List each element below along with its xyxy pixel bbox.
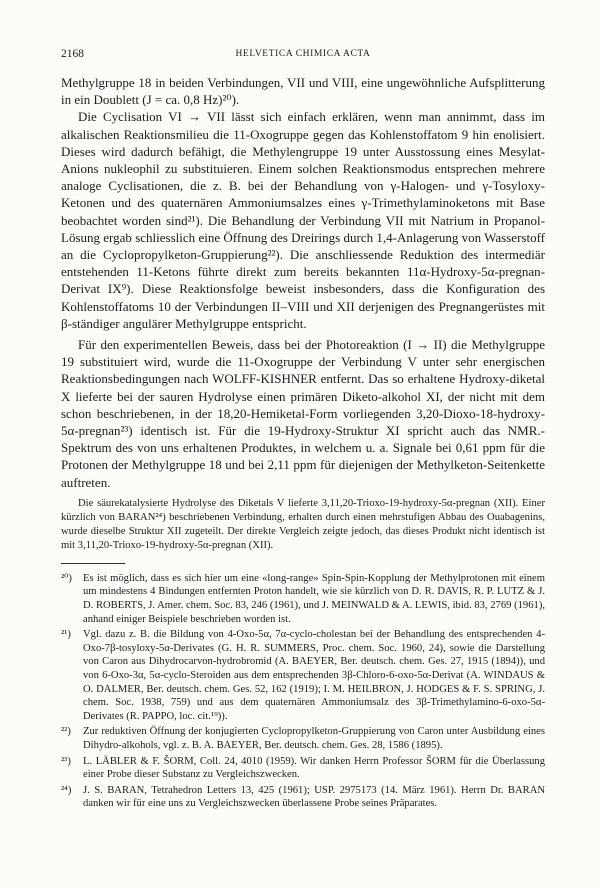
page-number: 2168 [61, 48, 84, 60]
page-body [61, 74, 545, 813]
footnote-text: J. S. BARAN, Tetrahedron Letters 13, 425 (1961); USP. 2975173 (14. März 1961). Herrn Dr. BARAN danken wir für eine uns zu Vergleichszwecken überlassene Probe seines Präparates. [83, 784, 545, 810]
footnote-24 [61, 784, 545, 811]
running-header [61, 48, 545, 64]
footnote-23 [61, 755, 545, 782]
footnote-marker: ²²) [61, 726, 71, 738]
footnote-marker: ²¹) [61, 629, 71, 641]
paragraph-3: Für den experimentellen Beweis, dass bei der Photoreaktion (I → II) die Methylgruppe 19 substituiert wird, wurde die 11-Oxogruppe der Verbindung V unter sehr energischen Reaktionsbedingungen nach WOLFF-KISHNER entfernt. Das so erhaltene Hydroxy-diketal X lieferte bei der sauren Hydrolyse einen primären Diketo-alkohol XI, der nicht mit dem schon beschriebenen, in der 18,20-Hemiketal-Form vorliegenden 3,20-Dioxo-18-hydroxy-5α-pregnan²³) identisch ist. Für die 19-Hydroxy-Struktur XI spricht auch das NMR.-Spektrum des von uns erhaltenen Produktes, in welchem u. a. Signale bei 0,61 ppm für die Protonen der Methylgruppe 18 und bei 2,11 ppm für diejenigen der Methylketon-Seitenkette auftreten. [61, 337, 545, 490]
small-print-paragraph: Die säurekatalysierte Hydrolyse des Diketals V lieferte 3,11,20-Trioxo-19-hydroxy-5α-pregnan (XII). Einer kürzlich von BARAN²⁴) beschriebenen Verbindung, erhalten durch einen mehrstufigen Abbau des Ouabagenins, wurde dieselbe Struktur XII zugeteilt. Der direkte Vergleich zeigte jedoch, das dieses Produkt nicht identisch ist mit 3,11,20-Trioxo-19-hydroxy-5α-pregnan (XII). [61, 497, 545, 551]
footnote-marker: ²⁴) [61, 784, 72, 796]
paragraph-2: Die Cyclisation VI → VII lässt sich einfach erklären, wenn man annimmt, dass im alkalischen Reaktionsmilieu die 11-Oxogruppe gegen das Kohlenstoffatom 9 hin enolisiert. Dieses wird dadurch befähigt, die Methylengruppe 19 unter Ausstossung eines Mesylat-Anions nukleophil zu substituieren. Einem solchen Reaktionsmodus entsprechen mehrere analoge Cyclisationen, die z. B. bei der Behandlung von γ-Halogen- und γ-Tosyloxy-Ketonen und des quaternären Ammoniumsalzes eines γ-Trimethylaminoketons mit Base beobachtet worden sind²¹). Die Behandlung der Verbindung VII mit Natrium in Propanol-Lösung ergab schliesslich eine Öffnung des Dreirings durch 1,4-Anlagerung von Wasserstoff an die Cyclopropylketon-Gruppierung²²). Die anschliessende Reduktion des intermediär entstehenden 11-Ketons führte direkt zum bereits bekannten 11α-Hydroxy-5α-pregnan-Derivat IX⁹). Diese Reaktionsfolge beweist insbesonders, dass die Konfiguration des Kohlenstoffatoms 10 der Verbindungen II–VIII und XII derjenigen des Pregnangerüstes mit β-ständiger angulärer Methylgruppe entspricht. [61, 109, 545, 331]
paragraph-1: Methylgruppe 18 in beiden Verbindungen, VII und VIII, eine ungewöhnliche Aufsplitterung in ein Doublett (J = ca. 0,8 Hz)²⁰). [61, 75, 545, 108]
footnote-marker: ²³) [61, 755, 71, 767]
footnote-text: L. LÄBLER & F. ŠORM, Coll. 24, 4010 (1959). Wir danken Herrn Professor ŠORM für die Überlassung einer Probe dieser Substanz zu Vergleichszwecken. [83, 755, 545, 781]
footnote-text: Vgl. dazu z. B. die Bildung von 4-Oxo-5α, 7α-cyclo-cholestan bei der Behandlung des entsprechenden 4-Oxo-7β-tosyloxy-5α-Derivates (G. H. R. SUMMERS, Proc. chem. Soc. 1960, 24), sowie die Darstellung von Caron aus Dihydrocarvon-hydrobromid (A. BAEYER, Ber. deutsch. chem. Ges. 27, 1915 (1894)), und von 6-Oxo-3α, 5α-cyclo-Steroiden aus dem entsprechenden 3β-Chloro-6-oxo-5α-Derivat (A. WINDAUS & O. DALMER, Ber. deutsch. chem. Ges. 52, 162 (1919); I. M. HEILBRON, J. HODGES & F. S. SPRING, J. chem. Soc. 1938, 759) und aus dem quaternären Ammoniumsalz des 3β-Trimethylamino-6-oxo-5α-Derivates (R. PAPPO, loc. cit.¹⁹)). [83, 629, 545, 722]
footnotes [61, 572, 545, 811]
footnote-21 [61, 628, 545, 723]
footnote-text: Zur reduktiven Öffnung der konjugierten Cyclopropylketon-Gruppierung von Caron unter Ausbildung eines Dihydro-alkohols, vgl. z. B. A. BAEYER, Ber. deutsch. chem. Ges. 28, 1586 (1895). [83, 726, 545, 751]
footnote-marker: ²⁰) [61, 572, 72, 584]
footnote-22 [61, 725, 545, 752]
journal-title: HELVETICA CHIMICA ACTA [235, 49, 371, 59]
footnote-20 [61, 572, 545, 626]
footnote-text: Es ist möglich, dass es sich hier um eine «long-range» Spin-Spin-Kopplung der Methylprotonen mit einem um mindestens 4 Bindungen entfernten Proton handelt, wie sie kürzlich von D. R. DAVIS, R. P. LUTZ & J. D. ROBERTS, J. Amer. chem. Soc. 83, 246 (1961), und J. MEINWALD & A. LEWIS, ibid. 83, 2769 (1961), anhand einiger Beispiele beschrieben worden ist. [83, 572, 545, 625]
footnote-separator [61, 563, 125, 564]
main-text [61, 74, 545, 491]
